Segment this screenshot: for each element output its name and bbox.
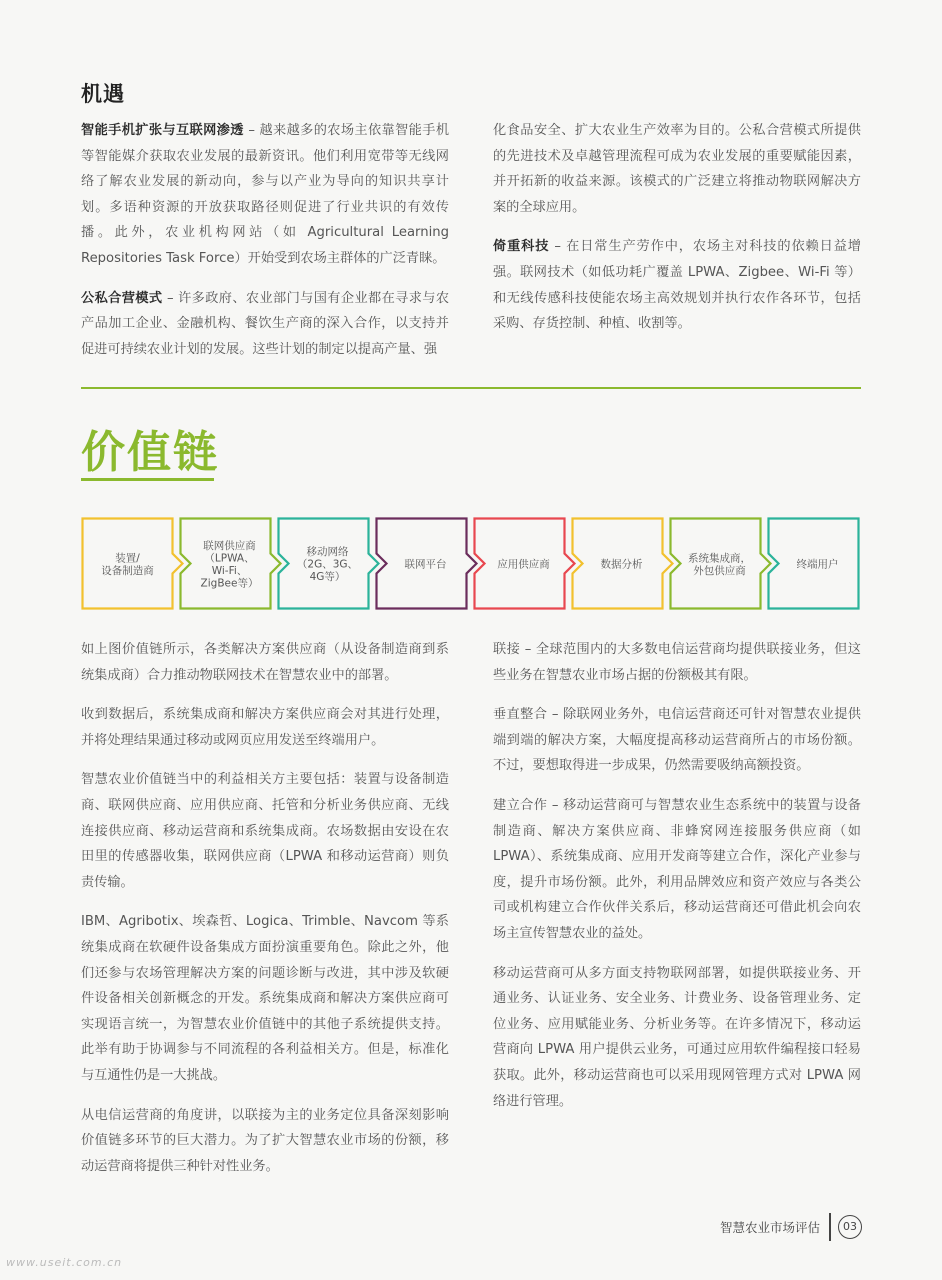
watermark-text: www.useit.com.cn <box>6 1256 123 1269</box>
value-chain-step-label: 应用供应商 <box>497 558 550 571</box>
title-underline <box>81 478 214 481</box>
paragraph-ppp <box>81 286 449 363</box>
section-divider <box>81 387 861 389</box>
value-chain-diagram <box>81 517 863 610</box>
vc-paragraph-vertical: 垂直整合 – 除联网业务外，电信运营商还可针对智慧农业提供端到端的解决方案，大幅度提高移动运营商所占的市场份额。不过，要想取得进一步成果，仍然需要吸纳高额投资。 <box>493 707 861 774</box>
footer-title: 智慧农业市场评估 <box>719 1220 820 1235</box>
value-chain-svg <box>81 517 863 610</box>
lead-smartphone: 智能手机扩张与互联网渗透 <box>81 123 244 138</box>
vc-paragraph-2: 收到数据后，系统集成商和解决方案供应商会对其进行处理，并将处理结果通过移动或网页应用发送至终端用户。 <box>81 707 449 748</box>
value-chain-step-label: 联网平台 <box>404 558 447 571</box>
value-chain-step-label: 装置/设备制造商 <box>101 552 154 577</box>
vc-paragraph-partnership: 建立合作 – 移动运营商可与智慧农业生态系统中的装置与设备制造商、解决方案供应商、非蜂窝网连接服务供应商（如 LPWA）、系统集成商、应用开发商等建立合作，深化产业参与度，提升市场份额。此外，利用品牌效应和资产效应与各类公司或机构建立合作伙伴关系后，移动运营商还可借此机会向农场主宣传智慧农业的益处。 <box>493 797 861 941</box>
paragraph-technology <box>493 234 861 336</box>
lead-technology: 倚重科技 <box>493 239 550 255</box>
vc-paragraph-3: 智慧农业价值链当中的利益相关方主要包括：装置与设备制造商、联网供应商、应用供应商、托管和分析业务供应商、无线连接供应商、移动运营商和系统集成商。农场数据由安设在农田里的传感器收集，联网供应商（LPWA 和移动运营商）则负责传输。 <box>81 772 449 890</box>
section-title-value-chain: 价值链 <box>81 427 219 478</box>
page-number: 03 <box>838 1215 862 1239</box>
opportunity-right-column <box>493 118 861 347</box>
footer-divider <box>829 1213 831 1241</box>
body-technology: – 在日常生产劳作中，农场主对科技的依赖日益增强。联网技术（如低功耗广覆盖 LPWA、Zigbee、Wi-Fi 等）和无线传感科技使能农场主高效规划并执行农作各环节，包括采购、存货控制、种植、收割等。 <box>493 239 861 332</box>
value-chain-step-label: 移动网络（2G、3G、 4G等） <box>296 546 359 583</box>
paragraph-ppp-cont <box>493 118 861 220</box>
opportunity-left-column <box>81 118 449 372</box>
body-ppp: – 许多政府、农业部门与国有企业都在寻求与农产品加工企业、金融机构、餐饮生产商的深入合作，以支持并促进可持续农业计划的发展。这些计划的制定以提高产量、强 <box>81 290 450 357</box>
vc-paragraph-1: 如上图价值链所示，各类解决方案供应商（从设备制造商到系统集成商）合力推动物联网技术在智慧农业中的部署。 <box>81 642 449 683</box>
value-chain-step-label: 联网供应商（LPWA、 Wi-Fi、 ZigBee等） <box>200 539 259 590</box>
value-chain-step-label: 数据分析 <box>600 558 643 571</box>
body-ppp-cont: 化食品安全、扩大农业生产效率为目的。公私合营模式所提供的先进技术及卓越管理流程可成为农业发展的重要赋能因素，并开拓新的收益来源。该模式的广泛建立将推动物联网解决方案的全球应用。 <box>493 123 861 215</box>
section-title-opportunity: 机遇 <box>81 82 125 106</box>
lead-ppp: 公私合营模式 <box>81 290 163 306</box>
vc-paragraph-support: 移动运营商可从多方面支持物联网部署，如提供联接业务、开通业务、认证业务、安全业务、计费业务、设备管理业务、定位业务、应用赋能业务、分析业务等。在许多情况下，移动运营商向 LPWA 用户提供云业务，可通过应用软件编程接口轻易获取。此外，移动运营商也可以采用现网管理方式对 LPWA 网络进行管理。 <box>493 965 861 1109</box>
paragraph-smartphone <box>81 118 449 272</box>
vc-paragraph-4: IBM、Agribotix、埃森哲、Logica、Trimble、Navcom 等系统集成商在软硬件设备集成方面扮演重要角色。除此之外，他们还参与农场管理解决方案的问题诊断与改进，其中涉及软硬件设备相关创新概念的开发。系统集成商和解决方案供应商可实现语言统一，为智慧农业价值链中的其他子系统提供支持。此举有助于协调参与不同流程的各利益相关方。但是，标准化与互通性仍是一大挑战。 <box>81 914 449 1083</box>
body-smartphone: – 越来越多的农场主依靠智能手机等智能媒介获取农业发展的最新资讯。他们利用宽带等无线网络了解农业发展的新动向，参与以产业为导向的知识共享计划。多语种资源的开放获取路径则促进了行业共识的有效传播。此外，农业机构网站（如 Agricultural Learning Repositories Task Force）开始受到农场主群体的广泛青睐。 <box>81 123 450 266</box>
vc-paragraph-5: 从电信运营商的角度讲，以联接为主的业务定位具备深刻影响价值链多环节的巨大潜力。为了扩大智慧农业市场的份额，移动运营商将提供三种针对性业务。 <box>81 1107 449 1174</box>
value-chain-left-column <box>81 637 449 1189</box>
vc-paragraph-connect: 联接 – 全球范围内的大多数电信运营商均提供联接业务，但这些业务在智慧农业市场占据的份额极其有限。 <box>493 642 861 683</box>
value-chain-step-label: 系统集成商，外包供应商 <box>688 552 751 577</box>
value-chain-right-column <box>493 637 861 1124</box>
value-chain-step-label: 终端用户 <box>796 558 839 571</box>
